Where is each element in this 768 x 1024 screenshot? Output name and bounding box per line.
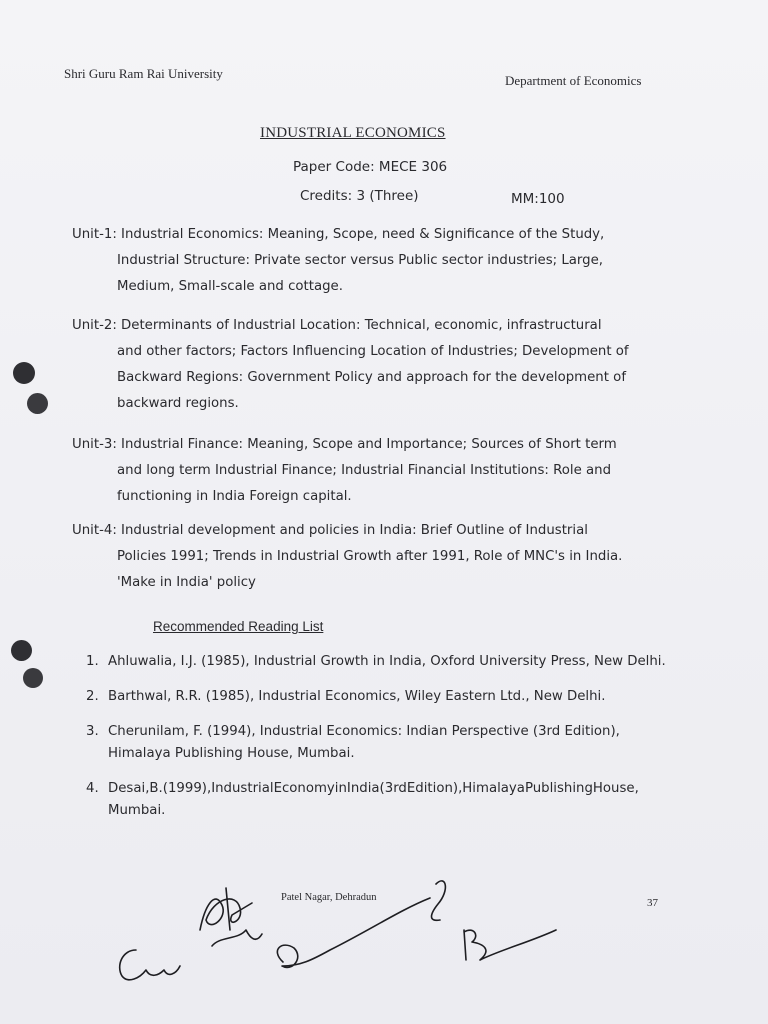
course-title: INDUSTRIAL ECONOMICS <box>260 125 446 141</box>
unit-line: and other factors; Factors Influencing Location of Industries; Development of <box>117 344 629 359</box>
signature-stroke <box>212 930 262 946</box>
max-marks: MM:100 <box>511 191 565 207</box>
signature-stroke <box>226 888 230 930</box>
signature-stroke <box>120 950 180 980</box>
page-number: 37 <box>647 897 658 909</box>
unit-line: Determinants of Industrial Location: Technical, economic, infrastructural <box>121 318 602 333</box>
unit-line: Industrial Finance: Meaning, Scope and Importance; Sources of Short term <box>121 437 617 452</box>
unit-label: Unit-4: <box>72 523 117 538</box>
list-item-number: 3. <box>86 724 99 739</box>
unit-line: Industrial development and policies in India: Brief Outline of Industrial <box>121 523 588 538</box>
list-item-text: Barthwal, R.R. (1985), Industrial Economics, Wiley Eastern Ltd., New Delhi. <box>108 689 606 704</box>
list-item-number: 1. <box>86 654 99 669</box>
unit-line: Policies 1991; Trends in Industrial Growth after 1991, Role of MNC's in India. <box>117 549 623 564</box>
paper-code: Paper Code: MECE 306 <box>293 159 448 175</box>
signature-stroke <box>464 930 556 960</box>
unit-line: Medium, Small-scale and cottage. <box>117 279 343 294</box>
unit-label: Unit-1: <box>72 227 117 242</box>
unit-line: 'Make in India' policy <box>117 575 256 590</box>
signature-stroke <box>432 881 446 920</box>
signature-stroke <box>277 898 430 967</box>
unit-line: Industrial Economics: Meaning, Scope, need & Significance of the Study, <box>121 227 605 242</box>
unit-line: backward regions. <box>117 396 239 411</box>
signature-stroke <box>200 899 252 930</box>
footer-location: Patel Nagar, Dehradun <box>281 892 377 903</box>
unit-line: functioning in India Foreign capital. <box>117 489 352 504</box>
reading-list-heading: Recommended Reading List <box>153 619 324 634</box>
university-name: Shri Guru Ram Rai University <box>64 66 223 81</box>
unit-label: Unit-3: <box>72 437 117 452</box>
unit-line: Backward Regions: Government Policy and approach for the development of <box>117 370 626 385</box>
list-item-text: Ahluwalia, I.J. (1985), Industrial Growth in India, Oxford University Press, New Delhi. <box>108 654 666 669</box>
list-item-text: Desai,B.(1999),IndustrialEconomyinIndia(3rdEdition),HimalayaPublishingHouse, Mumbai. <box>108 781 639 818</box>
list-item-number: 4. <box>86 781 99 796</box>
list-item-number: 2. <box>86 689 99 704</box>
department-name: Department of Economics <box>505 73 642 88</box>
unit-line: and long term Industrial Finance; Industrial Financial Institutions: Role and <box>117 463 612 478</box>
unit-label: Unit-2: <box>72 318 117 333</box>
credits: Credits: 3 (Three) <box>300 188 419 204</box>
list-item-text: Cherunilam, F. (1994), Industrial Economics: Indian Perspective (3rd Edition), Himalaya Publishing House, Mumbai. <box>108 724 620 761</box>
unit-line: Industrial Structure: Private sector versus Public sector industries; Large, <box>117 253 604 268</box>
